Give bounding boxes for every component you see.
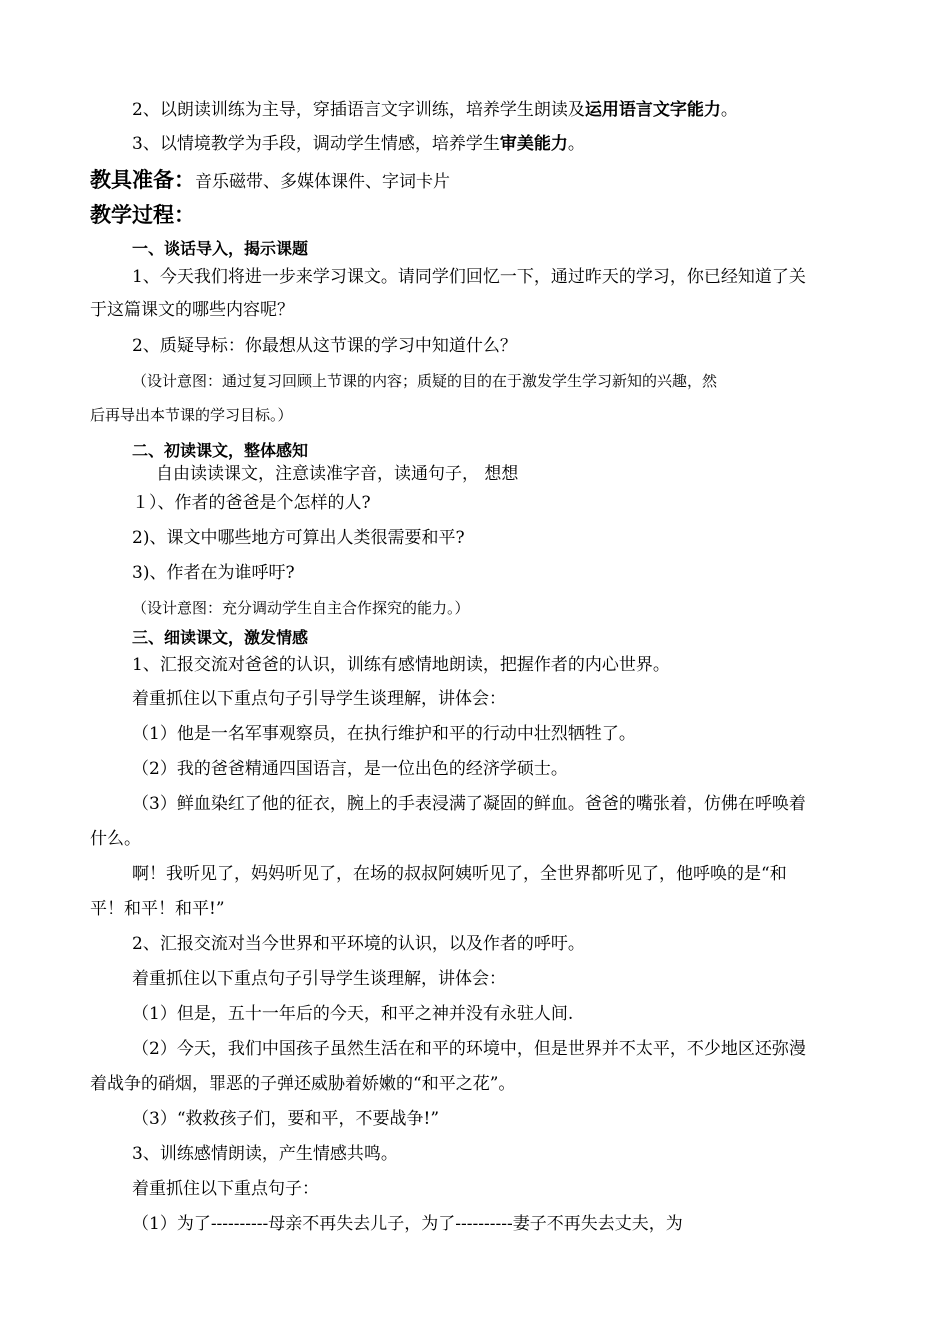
goal-2 xyxy=(132,99,865,121)
prep-value: 音乐磁带、多媒体课件、字词卡片 xyxy=(195,172,450,192)
goal-2-bold: 运用语言文字能力 xyxy=(584,100,721,120)
goal-2-text: 2、以朗读训练为主导，穿插语言文字训练，培养学生朗读及 xyxy=(132,100,585,120)
sec3-focus-2: 着重抓住以下重点句子引导学生谈理解，讲体会： xyxy=(132,969,506,989)
sec3-text-3: （3）“救救孩子们，要和平，不要战争!” xyxy=(132,1109,440,1129)
goal-3-bold: 审美能力 xyxy=(499,134,568,154)
sec2-question-1: １）、作者的爸爸是个怎样的人? xyxy=(132,493,371,513)
sec3-p3: 3、训练感情朗读，产生情感共鸣。 xyxy=(132,1144,398,1164)
sec3-sentence-4-line1: 啊！我听见了，妈妈听见了，在场的叔叔阿姨听见了，全世界都听见了，他呼唤的是“和 xyxy=(132,864,787,884)
sec3-reading-1: （1）为了----------母亲不再失去儿子，为了----------妻子不再失去丈夫，为 xyxy=(132,1214,683,1234)
sec3-sentence-2: （2）我的爸爸精通四国语言，是一位出色的经济学硕士。 xyxy=(132,759,568,779)
sec2-intro: 自由读读课文，注意读准字音，读通句子， 想想 xyxy=(156,464,519,484)
goal-2-end: 。 xyxy=(720,100,738,120)
sec2-note: （设计意图：充分调动学生自主合作探究的能力。） xyxy=(132,599,470,617)
sec2-question-3: 3)、作者在为谁呼吁? xyxy=(132,563,295,583)
sec2-question-2: 2)、课文中哪些地方可算出人类很需要和平? xyxy=(132,528,465,548)
sec3-text-2-line1: （2）今天，我们中国孩子虽然生活在和平的环境中，但是世界并不太平，不少地区还弥漫 xyxy=(132,1039,806,1059)
sec3-focus-3: 着重抓住以下重点句子： xyxy=(132,1179,319,1199)
section-1-title: 一、谈话导入，揭示课题 xyxy=(132,239,309,258)
sec3-text-1: （1）但是，五十一年后的今天，和平之神并没有永驻人间. xyxy=(132,1004,574,1024)
sec3-p2: 2、汇报交流对当今世界和平环境的认识，以及作者的呼吁。 xyxy=(132,934,585,954)
goal-3-end: 。 xyxy=(567,134,585,154)
sec3-sentence-3-line2: 什么。 xyxy=(90,829,141,849)
sec3-text-2-line2: 着战争的硝烟，罪恶的子弹还威胁着娇嫩的“和平之花”。 xyxy=(90,1074,516,1094)
sec3-sentence-3-line1: （3）鲜血染红了他的征衣，腕上的手表浸满了凝固的鲜血。爸爸的嘴张着，仿佛在呼唤着 xyxy=(132,794,806,814)
sec3-focus-1: 着重抓住以下重点句子引导学生谈理解，讲体会： xyxy=(132,689,506,709)
sec3-p1: 1、汇报交流对爸爸的认识，训练有感情地朗读，把握作者的内心世界。 xyxy=(132,655,670,675)
prep-label: 教具准备： xyxy=(90,168,195,192)
sec1-note-line1: （设计意图：通过复习回顾上节课的内容；质疑的目的在于激发学生学习新知的兴趣，然 xyxy=(132,372,718,390)
section-3-title: 三、细读课文，激发情感 xyxy=(132,628,309,647)
prep-heading xyxy=(90,167,865,195)
sec1-p2: 2、质疑导标：你最想从这节课的学习中知道什么？ xyxy=(132,336,517,356)
sec3-sentence-4-line2: 平！和平！和平!” xyxy=(90,899,225,919)
goal-3 xyxy=(132,133,865,155)
sec1-p1-line1: 1、今天我们将进一步来学习课文。请同学们回忆一下，通过昨天的学习，你已经知道了关 xyxy=(132,267,806,287)
goal-3-text: 3、以情境教学为手段，调动学生情感，培养学生 xyxy=(132,134,500,154)
section-2-title: 二、初读课文，整体感知 xyxy=(132,441,309,460)
sec3-sentence-1: （1）他是一名军事观察员，在执行维护和平的行动中壮烈牺牲了。 xyxy=(132,724,636,744)
sec1-p1-line2: 于这篇课文的哪些内容呢？ xyxy=(90,300,294,320)
process-heading: 教学过程： xyxy=(90,203,195,227)
sec1-note-line2: 后再导出本节课的学习目标。） xyxy=(90,406,293,424)
